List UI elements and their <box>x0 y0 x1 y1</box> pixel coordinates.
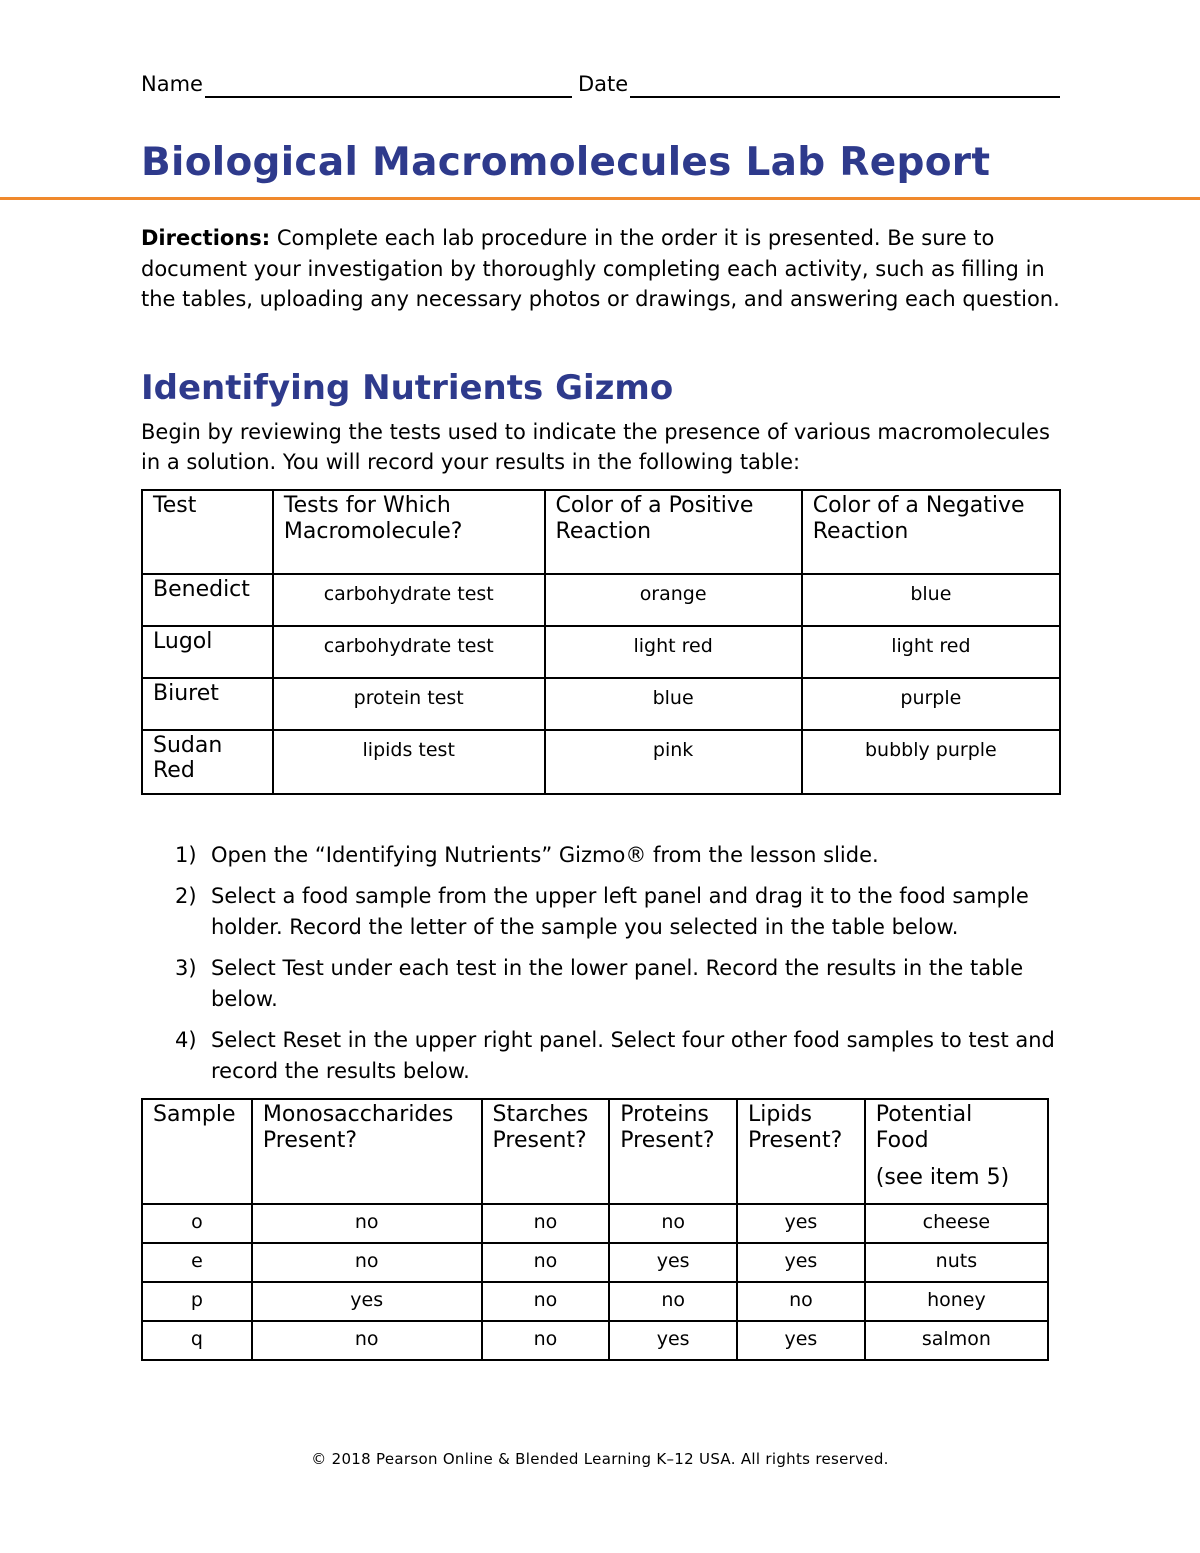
directions-label: Directions: <box>141 226 271 250</box>
table-cell[interactable]: orange <box>545 574 802 626</box>
step-number: 2) <box>175 884 197 908</box>
table-cell[interactable]: no <box>482 1243 610 1282</box>
table-cell[interactable]: no <box>252 1321 482 1360</box>
table-cell[interactable]: yes <box>737 1204 865 1243</box>
title-divider <box>0 197 1200 200</box>
step-number: 1) <box>175 843 197 867</box>
table-cell[interactable]: cheese <box>865 1204 1048 1243</box>
table-cell[interactable]: no <box>609 1282 737 1321</box>
table-cell[interactable]: protein test <box>273 678 545 730</box>
step-text: Open the “Identifying Nutrients” Gizmo® from the lesson slide. <box>211 843 879 867</box>
table-cell[interactable]: no <box>737 1282 865 1321</box>
page-title: Biological Macromolecules Lab Report <box>141 140 991 185</box>
tests-table-header-row <box>142 490 1060 574</box>
name-date-row <box>141 72 1061 102</box>
table-cell[interactable]: yes <box>737 1243 865 1282</box>
samples-table-header-row <box>142 1099 1048 1204</box>
table-header: Monosaccharides Present? <box>252 1099 482 1204</box>
table-cell[interactable]: yes <box>609 1321 737 1360</box>
name-field[interactable] <box>205 96 572 98</box>
table-header: Proteins Present? <box>609 1099 737 1204</box>
table-row <box>142 730 1060 794</box>
table-header <box>865 1099 1048 1204</box>
step-text: Select a food sample from the upper left panel and drag it to the food sample holder. Record the letter of the sample you selected in the table below. <box>211 884 1029 939</box>
section-intro: Begin by reviewing the tests used to indicate the presence of various macromolecules in a solution. You will record your results in the following table: <box>141 420 1050 474</box>
table-cell[interactable]: no <box>252 1204 482 1243</box>
table-cell[interactable]: carbohydrate test <box>273 574 545 626</box>
table-cell[interactable]: nuts <box>865 1243 1048 1282</box>
table-row <box>142 678 1060 730</box>
table-cell[interactable]: yes <box>737 1321 865 1360</box>
table-cell[interactable]: o <box>142 1204 252 1243</box>
directions-paragraph <box>141 223 1066 315</box>
step-text: Select Reset in the upper right panel. Select four other food samples to test and record the results below. <box>211 1028 1055 1083</box>
table-cell[interactable]: pink <box>545 730 802 794</box>
table-row-header: Lugol <box>142 626 273 678</box>
date-label: Date <box>578 72 629 96</box>
table-row <box>142 1321 1048 1360</box>
table-cell[interactable]: no <box>252 1243 482 1282</box>
table-cell[interactable]: blue <box>802 574 1060 626</box>
copyright-footer: © 2018 Pearson Online & Blended Learning K–12 USA. All rights reserved. <box>311 1450 889 1468</box>
table-row <box>142 1204 1048 1243</box>
step-number: 4) <box>175 1028 197 1052</box>
list-item <box>175 1025 1065 1087</box>
table-cell[interactable]: light red <box>802 626 1060 678</box>
table-row <box>142 626 1060 678</box>
tests-table <box>141 489 1061 795</box>
table-cell[interactable]: bubbly purple <box>802 730 1060 794</box>
potential-food-header: Potential Food <box>875 1102 973 1153</box>
table-row <box>142 1243 1048 1282</box>
table-header: Lipids Present? <box>737 1099 865 1204</box>
table-header: Starches Present? <box>482 1099 610 1204</box>
table-cell[interactable]: carbohydrate test <box>273 626 545 678</box>
table-cell[interactable]: no <box>609 1204 737 1243</box>
step-number: 3) <box>175 956 197 980</box>
table-cell[interactable]: lipids test <box>273 730 545 794</box>
name-label: Name <box>141 72 203 96</box>
table-header: Sample <box>142 1099 252 1204</box>
table-header: Tests for Which Macromolecule? <box>273 490 545 574</box>
samples-table <box>141 1098 1049 1361</box>
table-cell[interactable]: purple <box>802 678 1060 730</box>
date-field[interactable] <box>630 96 1060 98</box>
table-cell[interactable]: q <box>142 1321 252 1360</box>
table-cell[interactable]: honey <box>865 1282 1048 1321</box>
table-cell[interactable]: p <box>142 1282 252 1321</box>
table-row <box>142 574 1060 626</box>
table-cell[interactable]: blue <box>545 678 802 730</box>
table-cell[interactable]: light red <box>545 626 802 678</box>
table-cell[interactable]: no <box>482 1204 610 1243</box>
procedure-steps <box>175 840 1065 1097</box>
table-cell[interactable]: e <box>142 1243 252 1282</box>
table-cell[interactable]: salmon <box>865 1321 1048 1360</box>
see-item-note: (see item 5) <box>875 1165 1010 1190</box>
table-row-header-text: Sudan Red <box>153 733 223 783</box>
table-row-header: Biuret <box>142 678 273 730</box>
table-cell[interactable]: no <box>482 1282 610 1321</box>
table-cell[interactable]: yes <box>252 1282 482 1321</box>
table-header: Color of a Negative Reaction <box>802 490 1060 574</box>
directions-text: Complete each lab procedure in the order it is presented. Be sure to document your investigation by thoroughly completing each activity, such as filling in the tables, uploading any necessary photos or drawings, and answering each question. <box>141 226 1060 311</box>
table-cell[interactable]: no <box>482 1321 610 1360</box>
table-row <box>142 1282 1048 1321</box>
section-title: Identifying Nutrients Gizmo <box>141 368 674 408</box>
list-item <box>175 881 1065 943</box>
table-row-header: Benedict <box>142 574 273 626</box>
table-header: Color of a Positive Reaction <box>545 490 802 574</box>
list-item <box>175 840 1065 871</box>
list-item <box>175 953 1065 1015</box>
step-text: Select Test under each test in the lower panel. Record the results in the table below. <box>211 956 1024 1011</box>
table-header: Test <box>142 490 273 574</box>
table-cell[interactable]: yes <box>609 1243 737 1282</box>
table-row-header <box>142 730 273 794</box>
